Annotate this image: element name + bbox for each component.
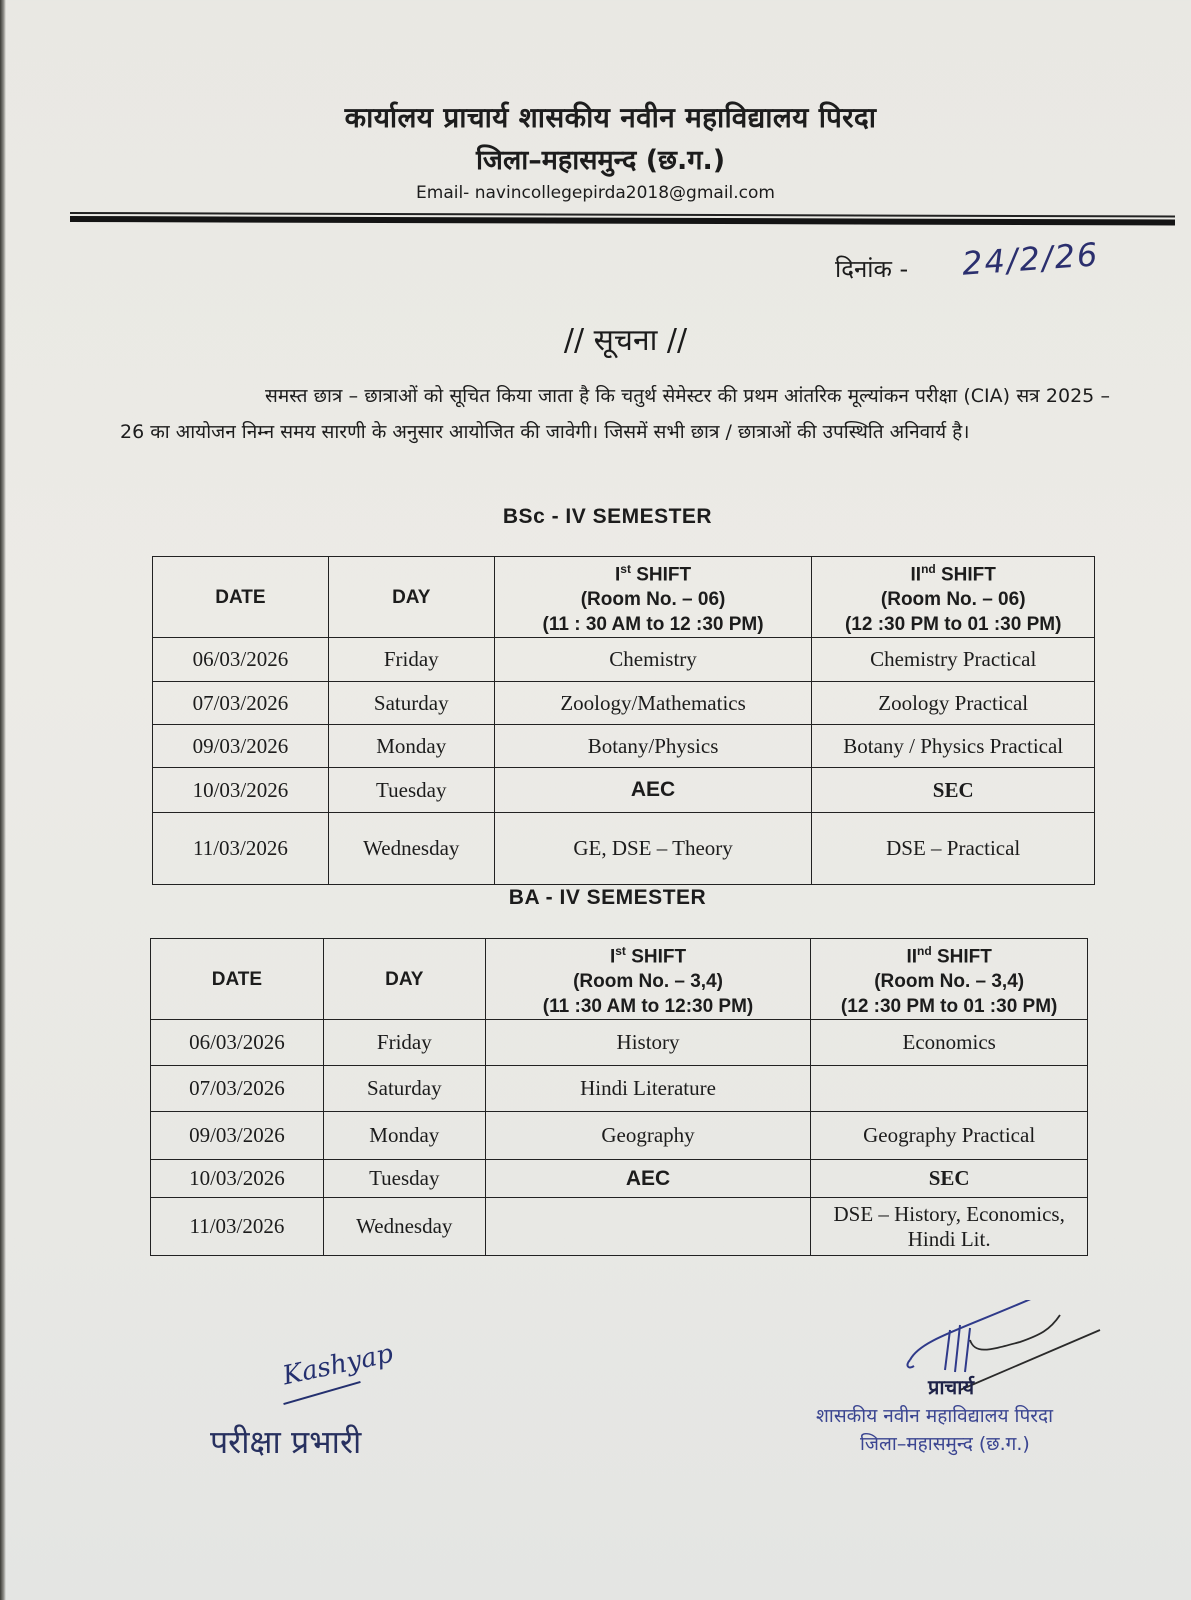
cell-shift2: Zoology Practical xyxy=(812,682,1095,725)
cell-day: Friday xyxy=(323,1020,485,1066)
shift1-label: SHIFT xyxy=(630,564,692,586)
ba-section-title: BA - IV SEMESTER xyxy=(508,886,707,909)
cell-date: 11/03/2026 xyxy=(151,1198,324,1256)
cell-day: Saturday xyxy=(323,1066,485,1112)
shift2-time: (12 :30 PM to 01 :30 PM) xyxy=(840,996,1058,1018)
shift1-ordinal: I xyxy=(609,946,616,968)
cell-shift1: AEC xyxy=(485,1160,811,1198)
cell-shift1: Zoology/Mathematics xyxy=(494,682,812,725)
cell-shift2: Geography Practical xyxy=(811,1112,1088,1160)
cell-date: 06/03/2026 xyxy=(151,1020,324,1066)
letterhead-title: कार्यालय प्राचार्य शासकीय नवीन महाविद्यालय पिरदा xyxy=(344,101,877,134)
cell-shift1: Botany/Physics xyxy=(494,725,812,768)
cell-day: Wednesday xyxy=(323,1198,485,1256)
cell-date: 07/03/2026 xyxy=(153,682,329,725)
cell-shift1: Hindi Literature xyxy=(485,1066,811,1112)
bsc-schedule-table xyxy=(152,556,1095,885)
header-shift1 xyxy=(494,557,812,638)
principal-stamp-district: जिला–महासमुन्द (छ.ग.) xyxy=(860,1433,1030,1455)
table-row xyxy=(151,1112,1088,1160)
cell-shift2 xyxy=(811,1066,1088,1112)
cell-shift2: SEC xyxy=(811,1160,1088,1198)
table-row xyxy=(153,682,1095,725)
letterhead xyxy=(0,98,1191,203)
shift1-time: (11 :30 AM to 12:30 PM) xyxy=(542,996,754,1018)
table-row xyxy=(153,768,1095,813)
shift1-superscript: st xyxy=(615,944,626,958)
cell-shift2: Botany / Physics Practical xyxy=(812,725,1095,768)
shift2-superscript: nd xyxy=(921,562,936,576)
cell-date: 10/03/2026 xyxy=(151,1160,324,1198)
shift1-room: (Room No. – 3,4) xyxy=(573,971,723,993)
cell-shift2: SEC xyxy=(812,768,1095,813)
bsc-section-title: BSc - IV SEMESTER xyxy=(502,505,713,528)
header-shift1 xyxy=(485,939,811,1020)
cell-shift2: Economics xyxy=(811,1020,1088,1066)
cell-shift1: Chemistry xyxy=(494,638,812,682)
cell-date: 09/03/2026 xyxy=(151,1112,324,1160)
shift1-label: SHIFT xyxy=(625,946,687,968)
cell-shift1: AEC xyxy=(494,768,812,813)
header-date: DATE xyxy=(153,557,329,638)
page-edge xyxy=(0,0,6,1600)
header-date: DATE xyxy=(151,939,324,1020)
header-shift2 xyxy=(811,939,1088,1020)
table-row xyxy=(151,1066,1088,1112)
cell-shift1: Geography xyxy=(485,1112,811,1160)
ba-schedule-table xyxy=(150,938,1088,1256)
cell-shift2: DSE – History, Economics, Hindi Lit. xyxy=(811,1198,1088,1256)
cell-date: 10/03/2026 xyxy=(153,768,329,813)
exam-incharge-signature: Kashyap xyxy=(280,1338,396,1392)
date-value-handwritten: 24/2/26 xyxy=(960,235,1101,283)
shift2-time: (12 :30 PM to 01 :30 PM) xyxy=(844,614,1062,636)
principal-label: प्राचार्य xyxy=(928,1375,975,1399)
letterhead-email: Email- navincollegepirda2018@gmail.com xyxy=(416,183,775,203)
shift2-ordinal: II xyxy=(910,564,922,586)
header-day: DAY xyxy=(323,939,485,1020)
header-rule-thick xyxy=(70,216,1175,225)
table-row xyxy=(153,638,1095,682)
shift2-label: SHIFT xyxy=(931,946,992,968)
cell-date: 09/03/2026 xyxy=(153,725,329,768)
shift2-room: (Room No. – 06) xyxy=(880,589,1026,611)
table-row xyxy=(151,1020,1088,1066)
cell-date: 06/03/2026 xyxy=(153,638,329,682)
cell-day: Monday xyxy=(323,1112,485,1160)
table-header-row xyxy=(151,939,1088,1020)
shift2-label: SHIFT xyxy=(935,564,996,586)
shift1-ordinal: I xyxy=(614,564,621,586)
notice-body: समस्त छात्र – छात्राओं को सूचित किया जाता है कि चतुर्थ सेमेस्टर की प्रथम आंतरिक मूल्यांकन परीक्षा (CIA) सत्र 2025 – 26 का आयोजन निम्न समय सारणी के अनुसार आयोजित की जावेगी। जिसमें सभी छात्र / छात्राओं की उपस्थिति अनिवार्य है। xyxy=(120,385,1110,443)
header-day: DAY xyxy=(328,557,494,638)
date-label: दिनांक - xyxy=(835,255,909,283)
cell-day: Saturday xyxy=(328,682,494,725)
shift2-superscript: nd xyxy=(917,944,932,958)
table-row xyxy=(151,1198,1088,1256)
shift2-room: (Room No. – 3,4) xyxy=(874,971,1025,993)
shift1-superscript: st xyxy=(620,562,631,576)
notice-title: // सूचना // xyxy=(563,323,688,358)
cell-day: Friday xyxy=(328,638,494,682)
table-header-row xyxy=(153,557,1095,638)
cell-shift2: DSE – Practical xyxy=(812,813,1095,885)
shift1-room: (Room No. – 06) xyxy=(580,589,726,611)
header-shift2 xyxy=(812,557,1095,638)
cell-day: Tuesday xyxy=(323,1160,485,1198)
cell-day: Tuesday xyxy=(328,768,494,813)
principal-stamp-college: शासकीय नवीन महाविद्यालय पिरदा xyxy=(816,1405,1054,1427)
cell-date: 11/03/2026 xyxy=(153,813,329,885)
table-row xyxy=(153,813,1095,885)
shift1-time: (11 : 30 AM to 12 :30 PM) xyxy=(542,614,764,636)
cell-day: Monday xyxy=(328,725,494,768)
table-row xyxy=(151,1160,1088,1198)
cell-day: Wednesday xyxy=(328,813,494,885)
cell-shift1: History xyxy=(485,1020,811,1066)
letterhead-district: जिला–महासमुन्द (छ.ग.) xyxy=(475,145,726,176)
shift2-ordinal: II xyxy=(906,946,918,968)
exam-incharge-label: परीक्षा प्रभारी xyxy=(210,1423,362,1461)
cell-date: 07/03/2026 xyxy=(151,1066,324,1112)
cell-shift1: GE, DSE – Theory xyxy=(494,813,812,885)
cell-shift1 xyxy=(485,1198,811,1256)
cell-shift2: Chemistry Practical xyxy=(812,638,1095,682)
table-row xyxy=(153,725,1095,768)
